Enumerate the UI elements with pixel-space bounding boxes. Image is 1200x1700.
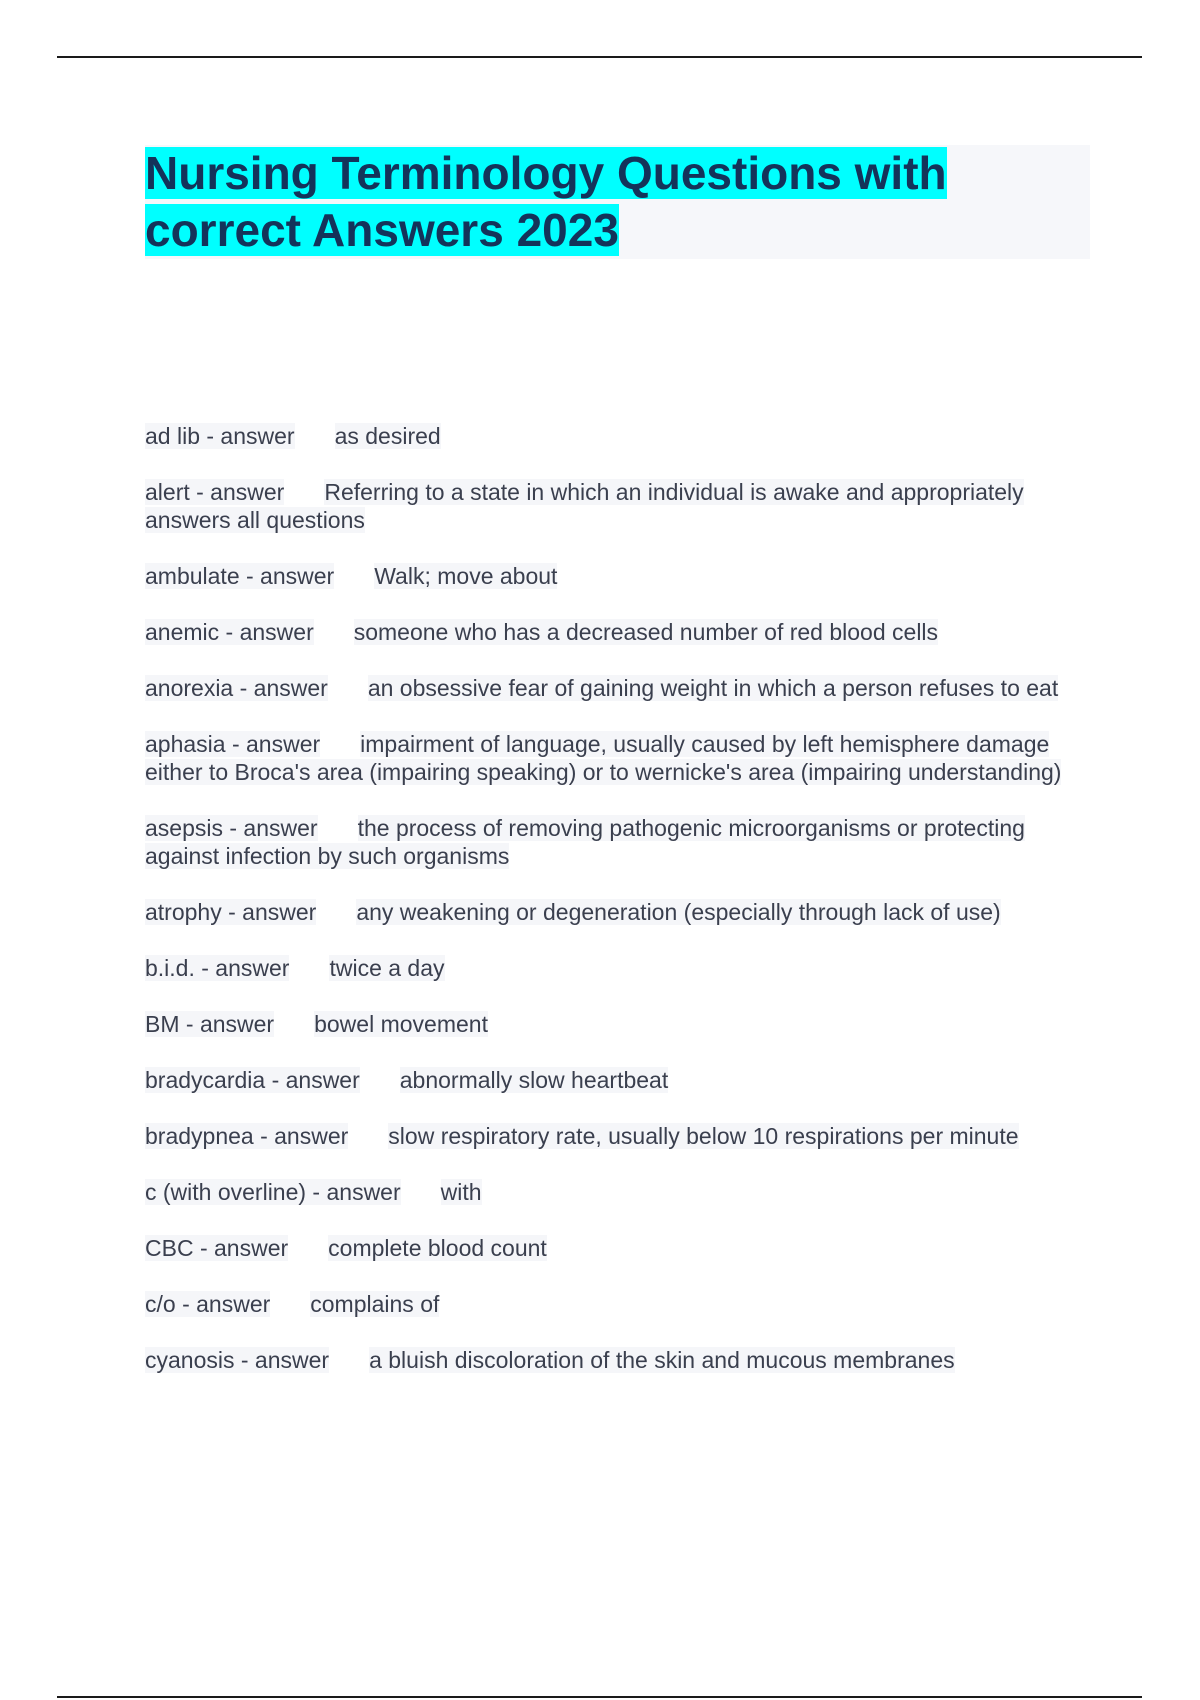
title-text: Nursing Terminology Questions with correct Answers 2023 (145, 147, 947, 256)
entry-definition: twice a day (329, 955, 445, 981)
entry-term: alert - answer (145, 479, 285, 505)
list-item (145, 478, 1075, 534)
list-item (145, 1122, 1075, 1150)
entry-term: bradypnea - answer (145, 1123, 349, 1149)
entry-definition: bowel movement (314, 1011, 488, 1037)
entry-definition: someone who has a decreased number of red blood cells (353, 619, 939, 645)
list-item (145, 730, 1075, 786)
entry-term: BM - answer (145, 1011, 275, 1037)
entry-definition: complete blood count (328, 1235, 547, 1261)
entry-term: c/o - answer (145, 1291, 271, 1317)
entry-definition: complains of (310, 1291, 440, 1317)
entry-term: anorexia - answer (145, 675, 328, 701)
title-block (145, 145, 1090, 259)
entry-term: ad lib - answer (145, 423, 295, 449)
list-item (145, 1234, 1075, 1262)
entry-term: anemic - answer (145, 619, 314, 645)
entry-definition: abnormally slow heartbeat (399, 1067, 669, 1093)
list-item (145, 1066, 1075, 1094)
list-item (145, 1290, 1075, 1318)
entry-term: aphasia - answer (145, 731, 321, 757)
list-item (145, 814, 1075, 870)
page-title (145, 145, 985, 259)
entry-definition: Walk; move about (374, 563, 558, 589)
entry-term: asepsis - answer (145, 815, 318, 841)
entry-definition: slow respiratory rate, usually below 10 respirations per minute (388, 1123, 1019, 1149)
entry-term: c (with overline) - answer (145, 1179, 401, 1205)
entry-definition: Referring to a state in which an individual is awake and appropriately answers all questions (145, 479, 1024, 533)
entry-term: atrophy - answer (145, 899, 317, 925)
entry-term: bradycardia - answer (145, 1067, 360, 1093)
list-item (145, 422, 1075, 450)
list-item (145, 562, 1075, 590)
list-item (145, 1010, 1075, 1038)
list-item (145, 954, 1075, 982)
entry-term: cyanosis - answer (145, 1347, 330, 1373)
entry-term: ambulate - answer (145, 563, 335, 589)
entry-definition: a bluish discoloration of the skin and mucous membranes (369, 1347, 955, 1373)
list-item (145, 1178, 1075, 1206)
entry-definition: with (440, 1179, 482, 1205)
entry-definition: any weakening or degeneration (especially through lack of use) (356, 899, 1001, 925)
entry-term: CBC - answer (145, 1235, 289, 1261)
entry-term: b.i.d. - answer (145, 955, 290, 981)
top-rule (57, 56, 1142, 58)
entry-list (145, 422, 1075, 1402)
list-item (145, 674, 1075, 702)
entry-definition: the process of removing pathogenic microorganisms or protecting against infection by such organisms (145, 815, 1025, 869)
bottom-rule (57, 1696, 1142, 1698)
entry-definition: as desired (334, 423, 441, 449)
list-item (145, 1346, 1075, 1374)
list-item (145, 898, 1075, 926)
list-item (145, 618, 1075, 646)
entry-definition: an obsessive fear of gaining weight in which a person refuses to eat (367, 675, 1059, 701)
entry-definition: impairment of language, usually caused by left hemisphere damage either to Broca's area (impairing speaking) or to wernicke's area (impairing understanding) (145, 731, 1062, 785)
